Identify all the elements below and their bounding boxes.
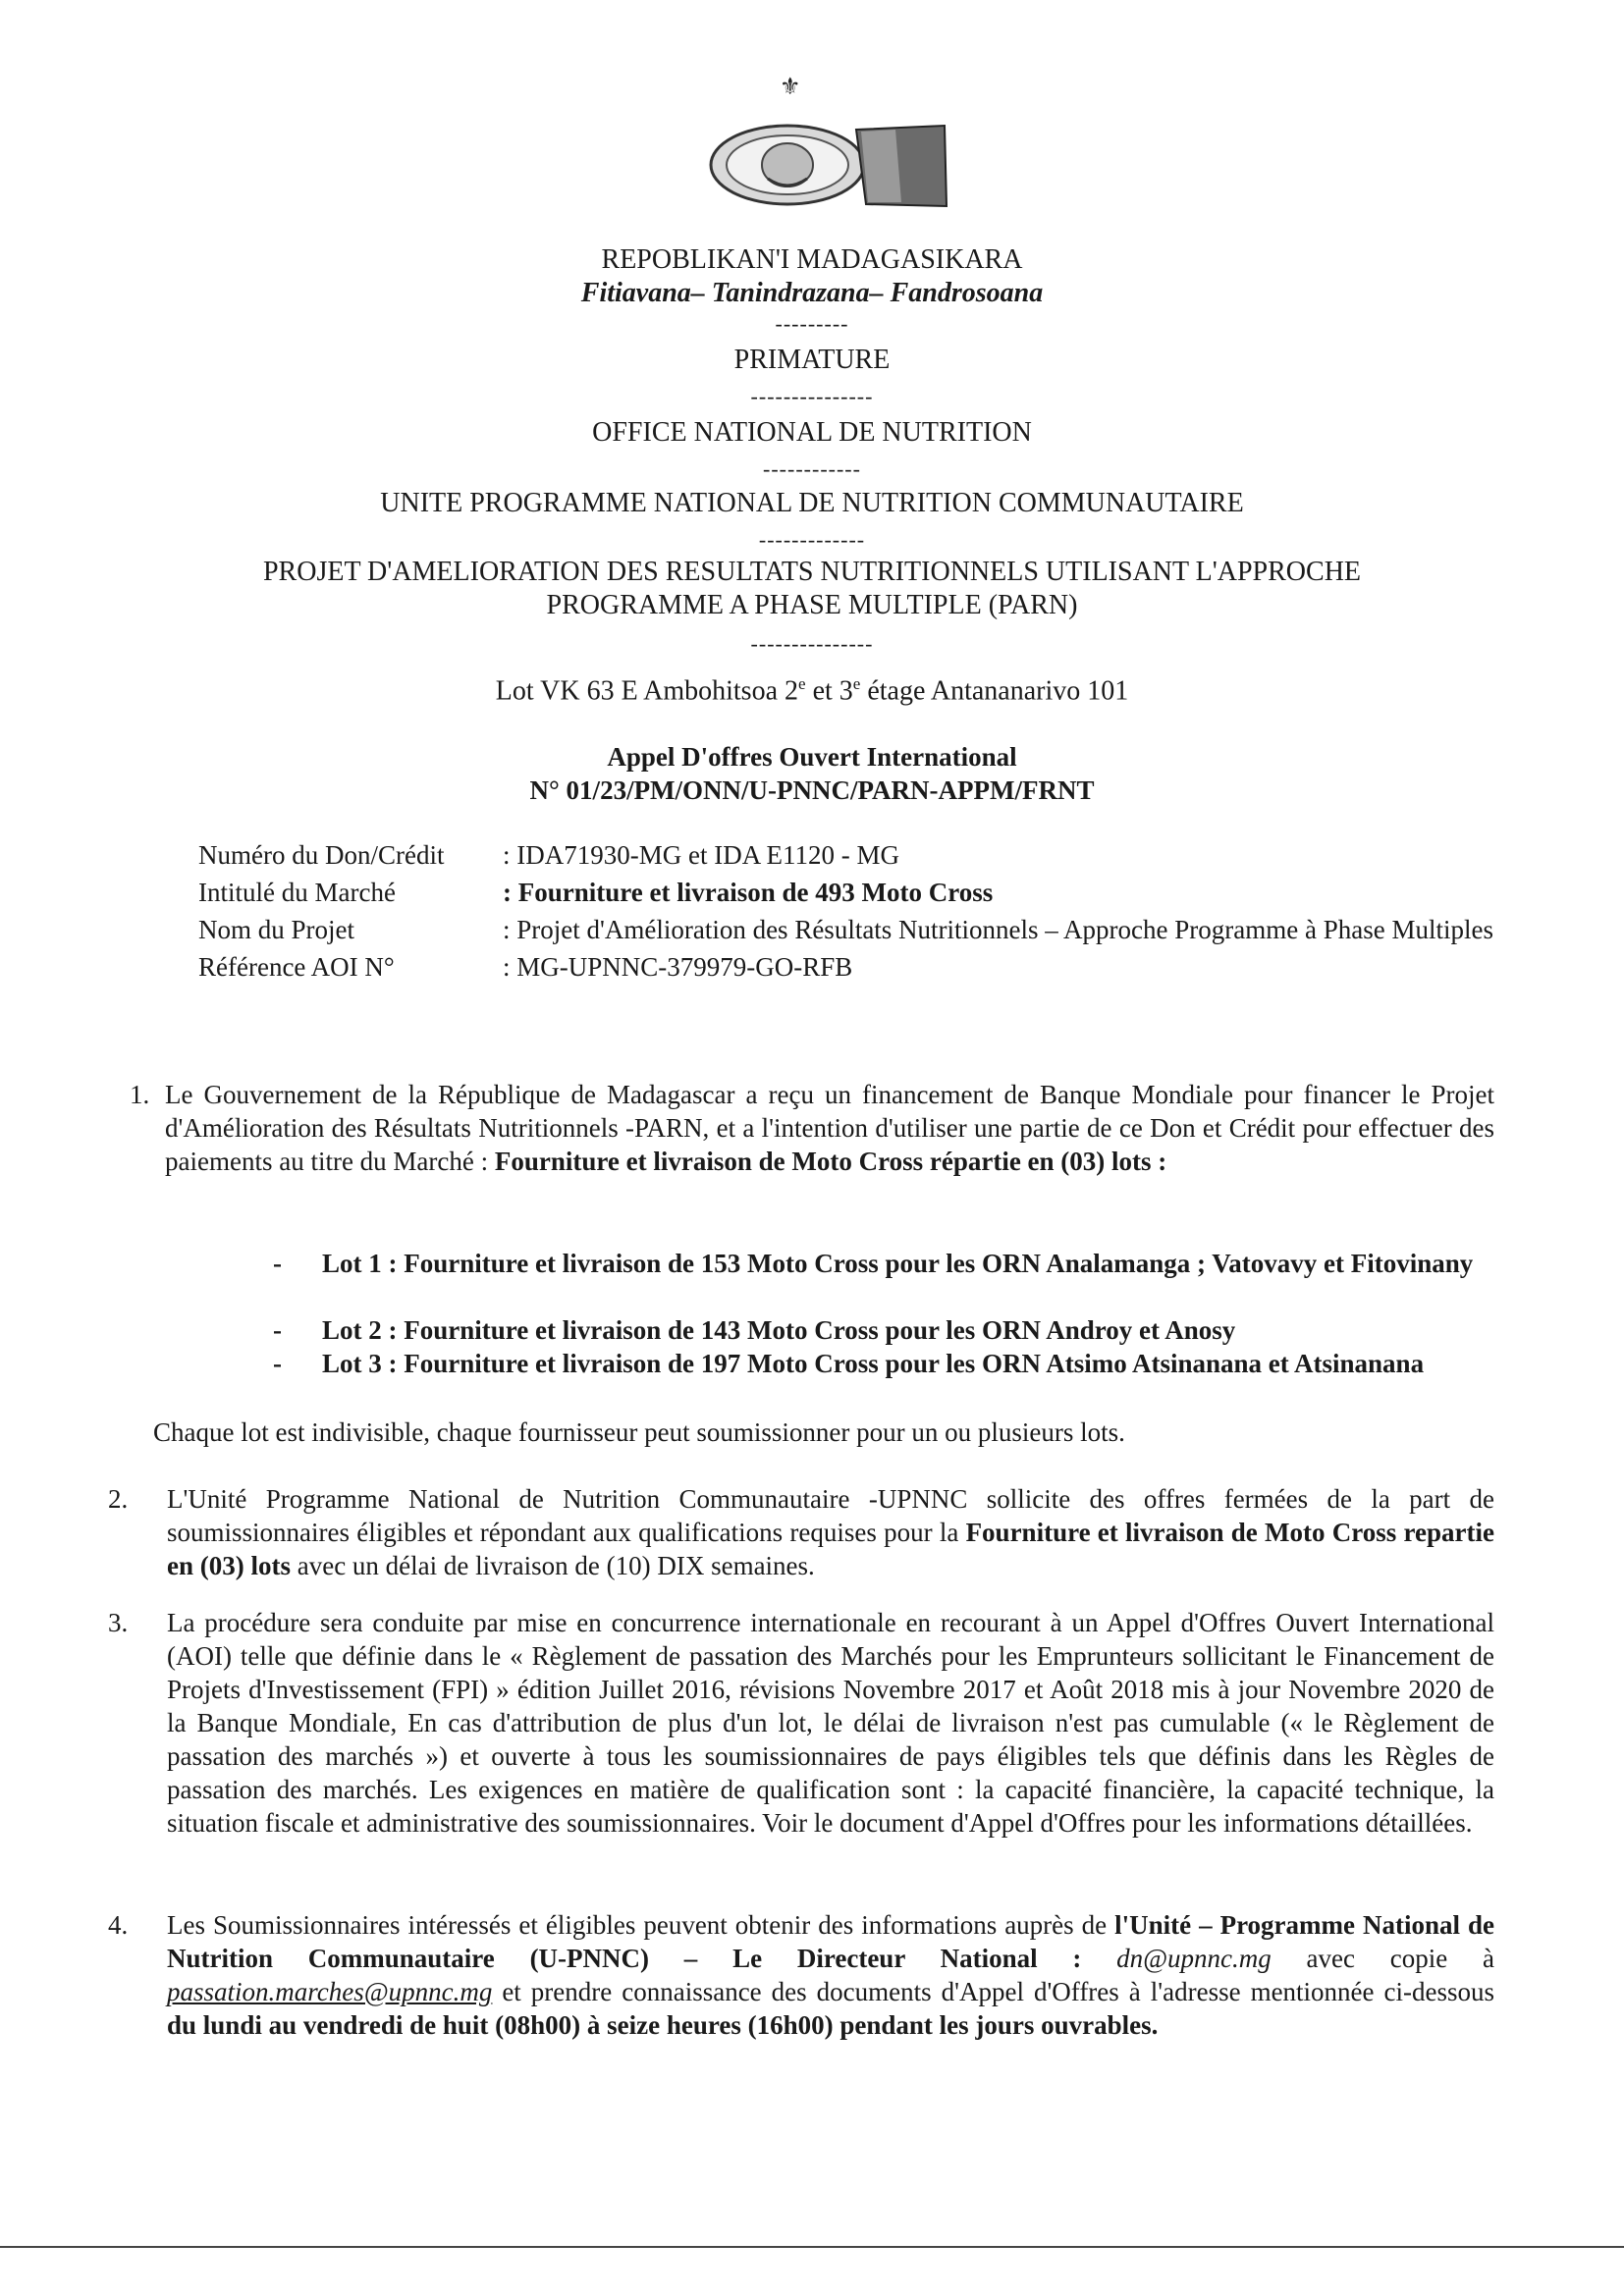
reference-row bbox=[198, 836, 1504, 874]
office-title: OFFICE NATIONAL DE NUTRITION bbox=[592, 417, 1032, 448]
republic-name: REPOBLIKAN'I MADAGASIKARA bbox=[601, 244, 1023, 275]
reference-table bbox=[198, 836, 1504, 986]
reference-value: : Projet d'Amélioration des Résultats Nutritionnels – Approche Programme à Phase Multiples bbox=[503, 915, 1493, 944]
lot-bullet: - bbox=[273, 1349, 282, 1378]
lot-item: Lot 3 : Fourniture et livraison de 197 Moto Cross pour les ORN Atsimo Atsinanana et Atsinanana bbox=[322, 1349, 1425, 1378]
lot-bullet: - bbox=[273, 1315, 282, 1345]
paragraph-2: L'Unité Programme National de Nutrition Communautaire -UPNNC sollicite des offres fermées de la part de soumissionnaires éligibles et répondant aux qualifications requises pour la Fourniture et livraison de Moto Cross repartie en (03) lots avec un délai de livraison de (10) DIX semaines. bbox=[167, 1484, 1494, 1580]
paragraph-1: Le Gouvernement de la République de Madagascar a reçu un financement de Banque Mondiale pour financer le Projet d'Amélioration des Résultats Nutritionnels -PARN, et a l'intention d'utiliser une partie de ce Don et Crédit pour effectuer des paiements au titre du Marché : Fourniture et livraison de Moto Cross répartie en (03) lots : bbox=[165, 1080, 1494, 1176]
email-link[interactable]: dn@upnnc.mg bbox=[1116, 1944, 1272, 1973]
footer-rule bbox=[0, 2246, 1624, 2248]
reference-label: Référence AOI N° bbox=[198, 952, 395, 982]
reference-value: : Fourniture et livraison de 493 Moto Cross bbox=[503, 878, 994, 907]
primature-title: PRIMATURE bbox=[733, 345, 891, 375]
paragraph-number: 3. bbox=[108, 1608, 129, 1637]
projet-title-line1: PROJET D'AMELIORATION DES RESULTATS NUTRITIONNELS UTILISANT L'APPROCHE bbox=[262, 557, 1362, 587]
reference-row bbox=[198, 948, 1504, 986]
paragraph-3: La procédure sera conduite par mise en concurrence internationale en recourant à un Appel d'Offres Ouvert International (AOI) telle que définie dans le « Règlement de passation des Marchés pour les Emprunteurs sollicitant le Financement de Projets d'Investissement (FPI) » édition Juillet 2016, révisions Novembre 2017 et Août 2018 mis à jour Novembre 2020 de la Banque Mondiale, En cas d'attribution de plus d'un lot, le délai de livraison n'est pas cumulable (« le Règlement de passation des marchés ») et ouverte à tous les soumissionnaires de pays éligibles tels que définis dans les Règles de passation des marchés. Les exigences en matière de qualification sont : la capacité financière, la capacité technique, la situation fiscale et administrative des soumissionnaires. Voir le document d'Appel d'Offres pour les informations détaillées. bbox=[167, 1608, 1494, 1838]
separator: ------------ bbox=[763, 456, 861, 481]
reference-label: Nom du Projet bbox=[198, 915, 354, 944]
tender-title: Appel D'offres Ouvert International bbox=[607, 742, 1017, 772]
lot-item: Lot 1 : Fourniture et livraison de 153 Moto Cross pour les ORN Analamanga ; Vatovavy et Fitovinany bbox=[322, 1249, 1474, 1278]
paragraph-number: 4. bbox=[108, 1910, 129, 1940]
reference-row bbox=[198, 911, 1504, 948]
tender-number: N° 01/23/PM/ONN/U-PNNC/PARN-APPM/FRNT bbox=[529, 775, 1095, 805]
reference-value: : IDA71930-MG et IDA E1120 - MG bbox=[503, 840, 899, 870]
national-motto: Fitiavana– Tanindrazana– Fandrosoana bbox=[580, 278, 1044, 308]
separator: ------------- bbox=[758, 527, 866, 552]
separator: --------------- bbox=[750, 631, 874, 656]
separator: --------------- bbox=[750, 384, 874, 408]
reference-row bbox=[198, 874, 1504, 911]
reference-label: Numéro du Don/Crédit bbox=[198, 840, 445, 870]
paragraph-4: Les Soumissionnaires intéressés et éligibles peuvent obtenir des informations auprès de l'Unité – Programme National de Nutrition Communautaire (U-PNNC) – Le Directeur National : dn@upnnc.mg avec copie à passation.marches@upnnc.mg et prendre connaissance des documents d'Appel d'Offres à l'adresse mentionnée ci-dessous du lundi au vendredi de huit (08h00) à seize heures (16h00) pendant les jours ouvrables. bbox=[167, 1910, 1495, 2040]
unite-title: UNITE PROGRAMME NATIONAL DE NUTRITION COMMUNAUTAIRE bbox=[380, 488, 1244, 518]
svg-text:⚜: ⚜ bbox=[780, 73, 801, 100]
address-line: Lot VK 63 E Ambohitsoa 2e et 3e étage Antananarivo 101 bbox=[495, 674, 1129, 707]
lot-item: Lot 2 : Fourniture et livraison de 143 Moto Cross pour les ORN Androy et Anosy bbox=[322, 1315, 1236, 1345]
lot-bullet: - bbox=[273, 1249, 282, 1278]
reference-label: Intitulé du Marché bbox=[198, 878, 396, 907]
paragraph-number: 1. bbox=[130, 1080, 150, 1109]
projet-title-line2: PROGRAMME A PHASE MULTIPLE (PARN) bbox=[546, 590, 1078, 620]
email-link[interactable]: passation.marches@upnnc.mg bbox=[167, 1977, 493, 2006]
paragraph-number: 2. bbox=[108, 1484, 129, 1514]
separator: --------- bbox=[775, 311, 849, 336]
indivisible-note: Chaque lot est indivisible, chaque fournisseur peut soumissionner pour un ou plusieurs lots. bbox=[153, 1417, 1125, 1447]
reference-value: : MG-UPNNC-379979-GO-RFB bbox=[503, 952, 853, 982]
national-emblem-icon bbox=[699, 69, 954, 216]
